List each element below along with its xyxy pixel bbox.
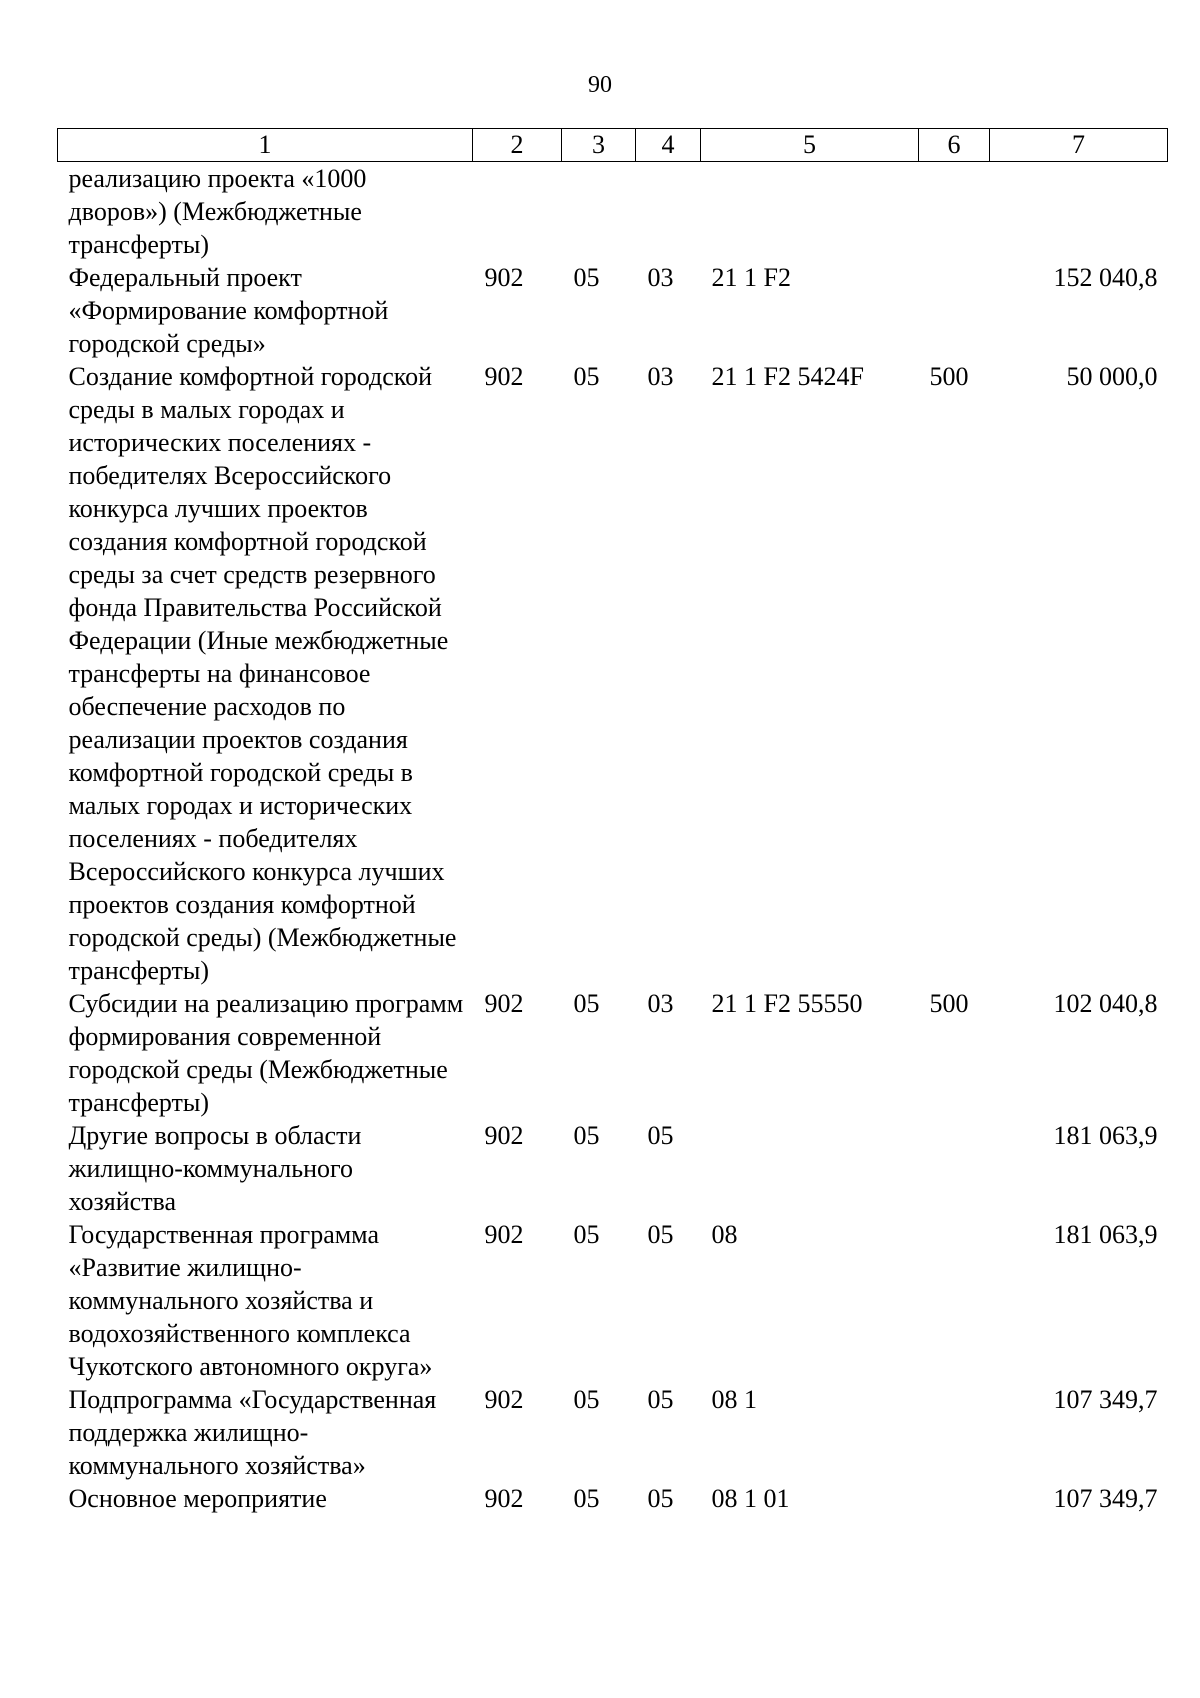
row-name: Государственная программа «Развитие жилищно-коммунального хозяйства и водохозяйственного комплекса Чукотского автономного округа» <box>68 1220 433 1381</box>
row-target-code: 21 1 F2 55550 <box>711 989 863 1018</box>
row-subsection-code: 03 <box>647 362 674 391</box>
header-cell-3: 3 <box>562 129 636 162</box>
row-expense-type <box>919 261 990 360</box>
header-cell-2: 2 <box>473 129 562 162</box>
row-target-code <box>701 162 919 262</box>
row-subsection-code: 05 <box>647 1121 674 1150</box>
header-cell-7: 7 <box>990 129 1168 162</box>
table-row <box>58 261 1168 360</box>
row-ministry-code: 902 <box>484 1385 524 1414</box>
row-target-code: 21 1 F2 <box>711 263 791 292</box>
table-row <box>58 162 1168 262</box>
row-section-code: 05 <box>573 263 600 292</box>
row-amount: 152 040,8 <box>1053 263 1158 292</box>
row-target-code: 08 <box>711 1220 738 1249</box>
row-ministry-code: 902 <box>484 989 524 1018</box>
header-row <box>58 129 1168 162</box>
row-ministry-code: 902 <box>484 362 524 391</box>
table-row <box>58 1119 1168 1218</box>
row-ministry-code: 902 <box>484 1484 524 1513</box>
row-ministry-code: 902 <box>484 1121 524 1150</box>
row-amount: 181 063,9 <box>1053 1220 1158 1249</box>
row-target-code: 21 1 F2 5424F <box>711 362 864 391</box>
header-cell-1: 1 <box>58 129 473 162</box>
row-name: Субсидии на реализацию программ формирования современной городской среды (Межбюджетные трансферты) <box>68 989 464 1117</box>
row-name: Основное мероприятие <box>68 1484 327 1513</box>
row-amount <box>990 162 1168 262</box>
row-ministry-code: 902 <box>484 263 524 292</box>
row-section-code <box>562 162 636 262</box>
row-target-code <box>701 1119 919 1218</box>
row-subsection-code: 05 <box>647 1484 674 1513</box>
header-cell-5: 5 <box>701 129 919 162</box>
row-section-code: 05 <box>573 989 600 1018</box>
table-row <box>58 360 1168 987</box>
row-ministry-code <box>473 162 562 262</box>
row-subsection-code: 05 <box>647 1220 674 1249</box>
budget-table <box>57 128 1168 1515</box>
row-section-code: 05 <box>573 1385 600 1414</box>
row-amount: 107 349,7 <box>1053 1385 1158 1414</box>
table-row <box>58 987 1168 1119</box>
row-expense-type <box>919 1383 990 1482</box>
row-name: Федеральный проект «Формирование комфортной городской среды» <box>68 263 389 358</box>
table-row <box>58 1482 1168 1515</box>
row-amount: 102 040,8 <box>1053 989 1158 1018</box>
row-expense-type <box>919 1119 990 1218</box>
row-subsection-code <box>636 162 701 262</box>
row-subsection-code: 05 <box>647 1385 674 1414</box>
header-cell-6: 6 <box>919 129 990 162</box>
page-number: 90 <box>588 72 612 98</box>
row-target-code: 08 1 <box>711 1385 757 1414</box>
row-ministry-code: 902 <box>484 1220 524 1249</box>
row-expense-type <box>919 1218 990 1383</box>
row-target-code: 08 1 01 <box>711 1484 790 1513</box>
row-section-code: 05 <box>573 1484 600 1513</box>
row-name: Другие вопросы в области жилищно-коммунального хозяйства <box>68 1121 362 1216</box>
row-name: реализацию проекта «1000 дворов») (Межбюджетные трансферты) <box>68 164 367 259</box>
row-amount: 181 063,9 <box>1053 1121 1158 1150</box>
row-subsection-code: 03 <box>647 263 674 292</box>
row-section-code: 05 <box>573 1220 600 1249</box>
row-expense-type <box>919 162 990 262</box>
row-expense-type: 500 <box>929 362 969 391</box>
row-amount: 107 349,7 <box>1053 1484 1158 1513</box>
row-expense-type <box>919 1482 990 1515</box>
table-row <box>58 1383 1168 1482</box>
row-section-code: 05 <box>573 362 600 391</box>
row-subsection-code: 03 <box>647 989 674 1018</box>
row-expense-type: 500 <box>929 989 969 1018</box>
row-section-code: 05 <box>573 1121 600 1150</box>
header-cell-4: 4 <box>636 129 701 162</box>
row-name: Создание комфортной городской среды в малых городах и исторических поселениях - победителях Всероссийского конкурса лучших проектов создания комфортной городской среды за счет средств резервного фонда Правительства Российской Федерации (Иные межбюджетные трансферты на финансовое обеспечение расходов по реализации проектов создания комфортной городской среды в малых городах и исторических поселениях - победителях Всероссийского конкурса лучших проектов создания комфортной городской среды) (Межбюджетные трансферты) <box>68 362 457 985</box>
row-name: Подпрограмма «Государственная поддержка жилищно-коммунального хозяйства» <box>68 1385 437 1480</box>
table-row <box>58 1218 1168 1383</box>
row-amount: 50 000,0 <box>1066 362 1158 391</box>
